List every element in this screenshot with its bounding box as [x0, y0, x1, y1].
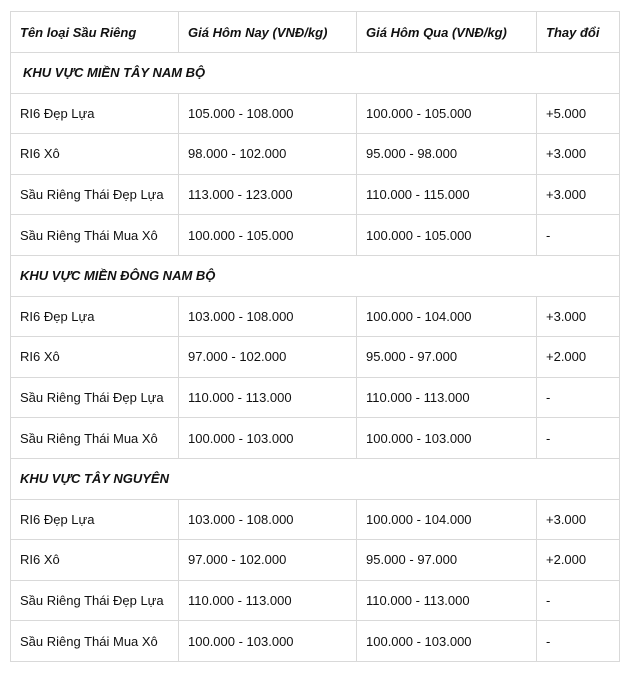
region-title: KHU VỰC TÂY NGUYÊN: [11, 458, 620, 499]
price-today-cell: 100.000 - 105.000: [179, 215, 357, 256]
durian-type-cell: Sầu Riêng Thái Mua Xô: [11, 621, 179, 662]
change-cell: -: [537, 377, 620, 418]
header-row: [11, 12, 620, 53]
table-row: [11, 215, 620, 256]
price-today-cell: 100.000 - 103.000: [179, 418, 357, 459]
price-yesterday-cell: 110.000 - 115.000: [357, 174, 537, 215]
durian-type-cell: RI6 Đẹp Lựa: [11, 499, 179, 540]
price-table-container: [10, 11, 619, 662]
price-yesterday-cell: 100.000 - 104.000: [357, 296, 537, 337]
change-cell: +2.000: [537, 540, 620, 581]
region-row: [11, 53, 620, 94]
change-cell: +3.000: [537, 134, 620, 175]
table-row: [11, 377, 620, 418]
durian-type-cell: Sầu Riêng Thái Đẹp Lựa: [11, 377, 179, 418]
header-price-yesterday: Giá Hôm Qua (VNĐ/kg): [357, 12, 537, 53]
change-cell: -: [537, 215, 620, 256]
change-cell: +3.000: [537, 174, 620, 215]
table-row: [11, 418, 620, 459]
durian-type-cell: Sầu Riêng Thái Mua Xô: [11, 215, 179, 256]
durian-type-cell: RI6 Xô: [11, 540, 179, 581]
durian-type-cell: Sầu Riêng Thái Đẹp Lựa: [11, 174, 179, 215]
price-yesterday-cell: 100.000 - 105.000: [357, 215, 537, 256]
price-today-cell: 98.000 - 102.000: [179, 134, 357, 175]
header-change: Thay đổi: [537, 12, 620, 53]
table-row: [11, 337, 620, 378]
region-row: [11, 255, 620, 296]
region-title: KHU VỰC MIỀN ĐÔNG NAM BỘ: [11, 255, 620, 296]
price-yesterday-cell: 100.000 - 105.000: [357, 93, 537, 134]
price-yesterday-cell: 95.000 - 97.000: [357, 540, 537, 581]
change-cell: +2.000: [537, 337, 620, 378]
change-cell: -: [537, 580, 620, 621]
change-cell: +5.000: [537, 93, 620, 134]
change-cell: -: [537, 418, 620, 459]
table-row: [11, 580, 620, 621]
table-row: [11, 174, 620, 215]
durian-type-cell: RI6 Đẹp Lựa: [11, 93, 179, 134]
change-cell: +3.000: [537, 499, 620, 540]
change-cell: -: [537, 621, 620, 662]
price-yesterday-cell: 100.000 - 104.000: [357, 499, 537, 540]
table-row: [11, 540, 620, 581]
price-yesterday-cell: 100.000 - 103.000: [357, 621, 537, 662]
region-title: KHU VỰC MIỀN TÂY NAM BỘ: [11, 53, 620, 94]
header-durian-type: Tên loại Sầu Riêng: [11, 12, 179, 53]
price-yesterday-cell: 95.000 - 97.000: [357, 337, 537, 378]
price-yesterday-cell: 110.000 - 113.000: [357, 580, 537, 621]
price-today-cell: 97.000 - 102.000: [179, 337, 357, 378]
change-cell: +3.000: [537, 296, 620, 337]
price-today-cell: 97.000 - 102.000: [179, 540, 357, 581]
table-row: [11, 621, 620, 662]
price-today-cell: 100.000 - 103.000: [179, 621, 357, 662]
table-row: [11, 134, 620, 175]
price-yesterday-cell: 100.000 - 103.000: [357, 418, 537, 459]
durian-type-cell: Sầu Riêng Thái Mua Xô: [11, 418, 179, 459]
table-row: [11, 93, 620, 134]
price-today-cell: 110.000 - 113.000: [179, 580, 357, 621]
price-today-cell: 110.000 - 113.000: [179, 377, 357, 418]
header-price-today: Giá Hôm Nay (VNĐ/kg): [179, 12, 357, 53]
durian-price-table: [10, 11, 620, 662]
price-yesterday-cell: 95.000 - 98.000: [357, 134, 537, 175]
price-today-cell: 103.000 - 108.000: [179, 296, 357, 337]
table-row: [11, 296, 620, 337]
durian-type-cell: RI6 Đẹp Lựa: [11, 296, 179, 337]
table-row: [11, 499, 620, 540]
durian-type-cell: RI6 Xô: [11, 337, 179, 378]
price-today-cell: 113.000 - 123.000: [179, 174, 357, 215]
durian-type-cell: RI6 Xô: [11, 134, 179, 175]
price-today-cell: 103.000 - 108.000: [179, 499, 357, 540]
durian-type-cell: Sầu Riêng Thái Đẹp Lựa: [11, 580, 179, 621]
price-yesterday-cell: 110.000 - 113.000: [357, 377, 537, 418]
price-today-cell: 105.000 - 108.000: [179, 93, 357, 134]
region-row: [11, 458, 620, 499]
